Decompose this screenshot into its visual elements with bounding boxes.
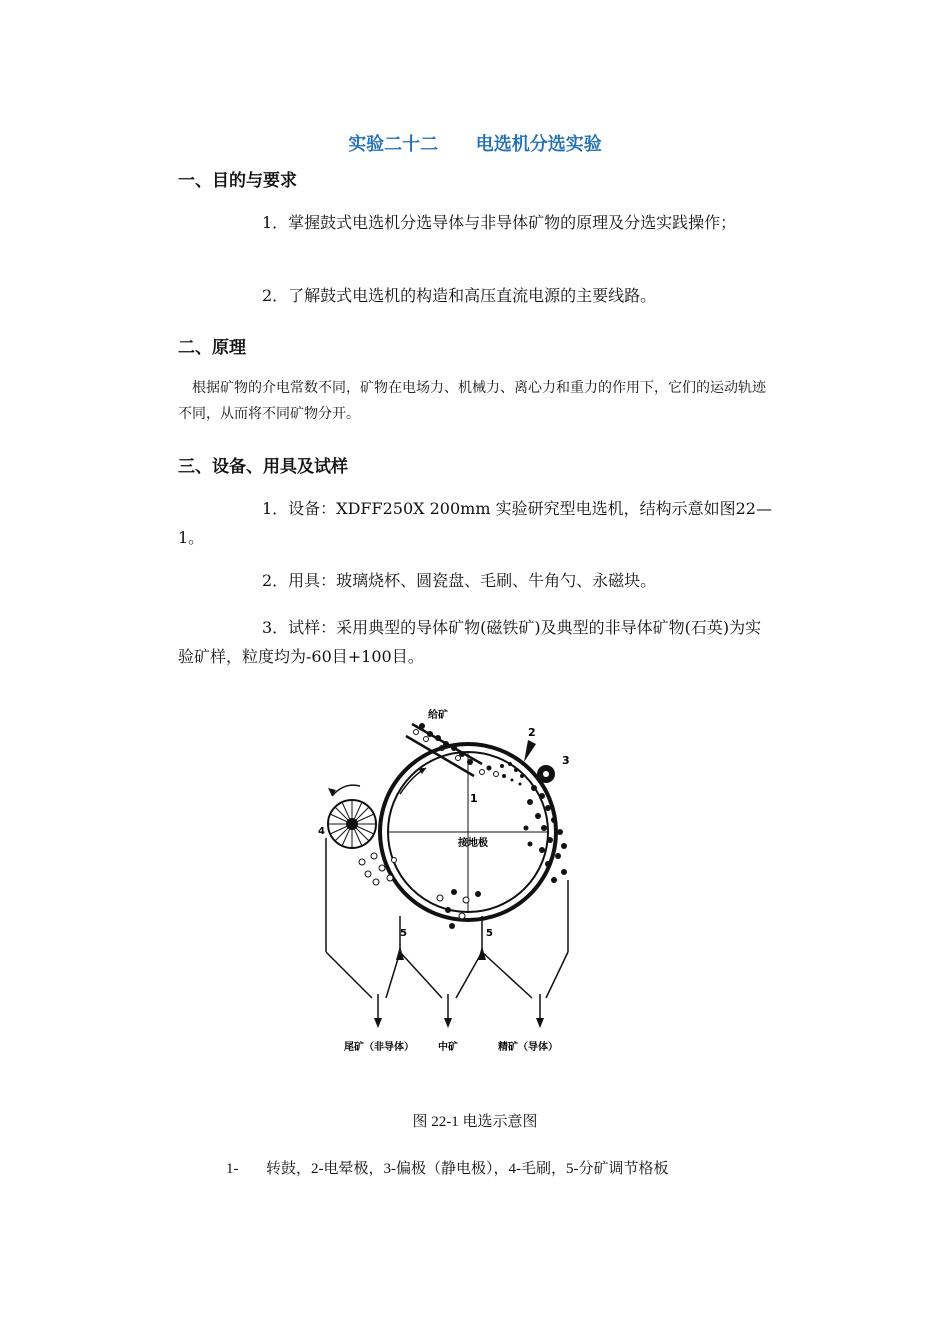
separator-diagram [304, 684, 650, 1064]
page-title: 实验二十二 电选机分选实验 [348, 134, 602, 155]
figure-caption: 图 22-1 电选示意图 [412, 1114, 538, 1130]
concentrate-label: 精矿（导体） [498, 1042, 558, 1053]
equipment-item-1: 1．设备：XDFF250X 200mm 实验研究型电选机，结构示意如图22—1。 [178, 499, 772, 547]
equipment-item-2: 2．用具：玻璃烧杯、圆瓷盘、毛刷、牛角勺、永磁块。 [262, 571, 657, 590]
ground-electrode-label: 接地极 [458, 838, 488, 849]
corona-number-label: 2 [528, 726, 536, 739]
section-heading-equipment: 三、设备、用具及试样 [178, 457, 348, 477]
splitter-left-label: 5 [400, 928, 407, 939]
equipment-item-3: 3．试样：采用典型的导体矿物(磁铁矿)及典型的非导体矿物(石英)为实验矿样，粒度均为-60目+100目。 [178, 618, 762, 666]
section-heading-purpose: 一、目的与要求 [178, 171, 297, 191]
electrostatic-separator-figure [304, 684, 650, 1064]
static-number-label: 3 [562, 754, 570, 767]
feed-label: 给矿 [428, 710, 448, 721]
paragraph-item-2: 2．了解鼓式电选机的构造和高压直流电源的主要线路。 [262, 286, 657, 305]
paragraph-item-1: 1．掌握鼓式电选机分选导体与非导体矿物的原理及分选实践操作； [262, 213, 737, 232]
rotating-drum [380, 744, 556, 920]
drum-number-label: 1 [470, 792, 478, 805]
brush-number-label: 4 [318, 826, 325, 837]
splitter-right-label: 5 [486, 928, 493, 939]
section-heading-principle: 二、原理 [178, 338, 246, 358]
principle-paragraph: 根据矿物的介电常数不同，矿物在电场力、机械力、离心力和重力的作用下，它们的运动轨迹不同，从而将不同矿物分开。 [178, 380, 766, 422]
tailings-label: 尾矿（非导体） [344, 1042, 414, 1053]
legend-text: 转鼓，2-电晕极，3-偏极（静电极），4-毛刷，5-分矿调节格板 [266, 1161, 669, 1177]
legend-number: 1- [226, 1161, 239, 1177]
static-electrode [537, 765, 555, 783]
figure-legend [226, 1157, 668, 1178]
middlings-label: 中矿 [438, 1042, 458, 1053]
